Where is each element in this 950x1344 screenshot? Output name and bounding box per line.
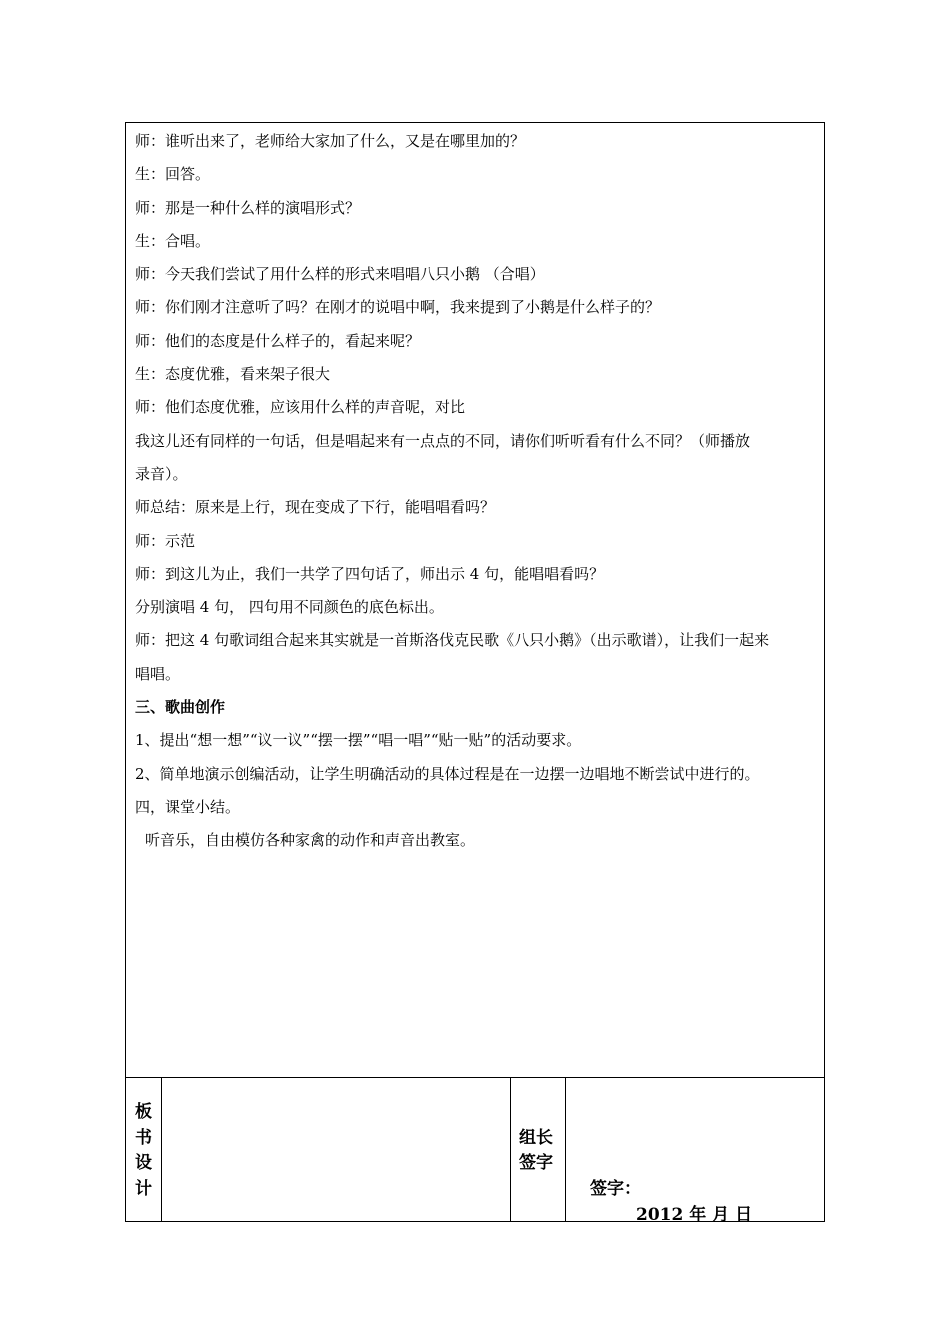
section-heading: 三、歌曲创作 [135,698,226,717]
lesson-line: 师：今天我们尝试了用什么样的形式来唱唱八只小鹅 （合唱） [135,265,545,284]
lesson-line: 师：谁听出来了，老师给大家加了什么，又是在哪里加的？ [135,132,526,150]
lesson-plan-table [125,122,825,1225]
board-design-label [135,1100,155,1202]
lesson-line: 录音）。 [135,464,188,483]
lesson-line: 师：把这 4 句歌词组合起来其实就是一首斯洛伐克民歌《八只小鹅》（出示歌谱），让我们一起来 [135,631,770,650]
lesson-line: 师：他们的态度是什么样子的，看起来呢？ [135,331,421,350]
board-label-char: 板 [135,1102,152,1122]
lesson-line: 唱唱。 [135,664,181,683]
board-label-char: 书 [135,1127,152,1148]
lesson-line: 听音乐，自由模仿各种家禽的动作和声音出教室。 [145,831,476,850]
lesson-line: 2、简单地演示创编活动，让学生明确活动的具体过程是在一边摆一边唱地不断尝试中进行的。 [135,764,760,783]
footer-row [126,1078,824,1225]
lesson-line: 师总结：原来是上行，现在变成了下行，能唱唱看吗？ [135,498,496,517]
lesson-line: 师：他们态度优雅，应该用什么样的声音呢，对比 [135,398,466,417]
lesson-line: 我这儿还有同样的一句话，但是唱起来有一点点的不同，请你们听听看有什么不同？（师播放 [135,431,751,450]
leader-label-line: 签字 [519,1153,553,1173]
leader-sign-label-cell [511,1078,566,1221]
lesson-line: 师：那是一种什么样的演唱形式？ [135,198,361,217]
lesson-line: 分别演唱 4 句， 四句用不同颜色的底色标出。 [135,598,444,617]
lesson-line: 师：示范 [135,531,196,550]
board-design-content-cell [162,1078,511,1221]
lesson-content-cell [126,123,824,1078]
lesson-line: 生：态度优雅，看来架子很大 [135,365,331,384]
leader-label-line: 组长 [519,1128,553,1148]
signature-date: 2012 年 月 日 [636,1205,753,1225]
lesson-line: 四，课堂小结。 [135,797,241,816]
board-design-label-cell [126,1078,162,1221]
leader-sign-label [519,1126,561,1176]
board-label-char: 计 [135,1178,152,1199]
signature-cell [566,1078,824,1225]
lesson-line: 1、提出“想一想”“议一议”“摆一摆”“唱一唱”“贴一贴”的活动要求。 [135,731,582,750]
signature-label: 签字： [590,1179,641,1199]
lesson-line: 师：到这儿为止，我们一共学了四句话了，师出示 4 句，能唱唱看吗？ [135,564,605,583]
lesson-line: 生：合唱。 [135,231,211,250]
lesson-line: 生：回答。 [135,165,211,184]
board-label-char: 设 [135,1153,152,1173]
lesson-line: 师：你们刚才注意听了吗？在刚才的说唱中啊，我来提到了小鹅是什么样子的？ [135,298,661,317]
